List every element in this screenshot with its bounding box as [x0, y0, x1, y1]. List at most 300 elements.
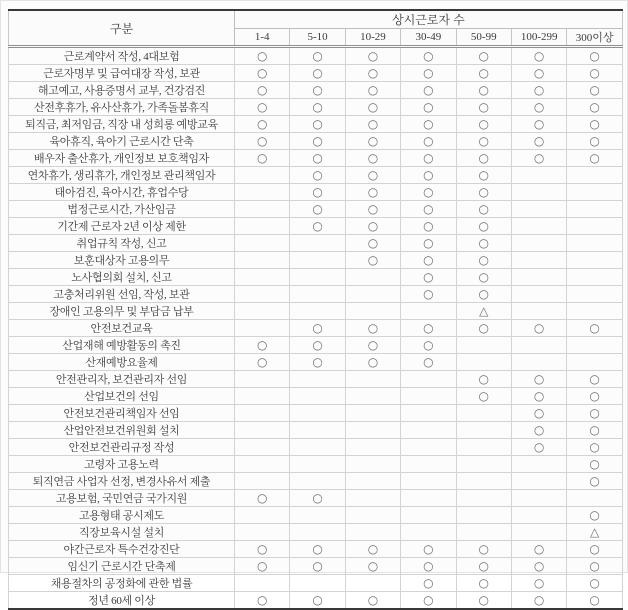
mark-cell: [290, 371, 345, 388]
mark-cell: ○: [511, 422, 566, 439]
row-label: 산재예방요율제: [9, 354, 235, 371]
mark-cell: ○: [290, 541, 345, 558]
mark-cell: ○: [235, 490, 290, 507]
mark-cell: ○: [567, 133, 622, 150]
table-row: [9, 456, 623, 473]
mark-cell: ○: [401, 150, 456, 167]
table-row: [9, 150, 623, 167]
row-label: 퇴직금, 최저임금, 직장 내 성희롱 예방교육: [9, 116, 235, 133]
mark-cell: [511, 201, 566, 218]
mark-cell: [567, 218, 622, 235]
mark-cell: [235, 218, 290, 235]
mark-cell: △: [456, 303, 511, 320]
mark-cell: [511, 269, 566, 286]
row-label: 보훈대상자 고용의무: [9, 252, 235, 269]
mark-cell: [290, 575, 345, 592]
mark-cell: [290, 422, 345, 439]
mark-cell: ○: [567, 116, 622, 133]
mark-cell: [456, 439, 511, 456]
mark-cell: [235, 235, 290, 252]
mark-cell: ○: [567, 65, 622, 82]
mark-cell: [235, 388, 290, 405]
mark-cell: ○: [567, 439, 622, 456]
mark-cell: ○: [456, 150, 511, 167]
mark-cell: ○: [511, 82, 566, 99]
row-label: 고용형태 공시제도: [9, 507, 235, 524]
mark-cell: ○: [401, 184, 456, 201]
mark-cell: [511, 235, 566, 252]
mark-cell: ○: [345, 47, 400, 65]
table-row: [9, 388, 623, 405]
mark-cell: ○: [345, 116, 400, 133]
mark-cell: ○: [235, 82, 290, 99]
mark-cell: [401, 422, 456, 439]
mark-cell: ○: [345, 201, 400, 218]
mark-cell: ○: [345, 592, 400, 610]
mark-cell: [235, 405, 290, 422]
mark-cell: ○: [567, 541, 622, 558]
mark-cell: [345, 439, 400, 456]
mark-cell: [456, 337, 511, 354]
mark-cell: [511, 337, 566, 354]
mark-cell: [401, 439, 456, 456]
mark-cell: [235, 167, 290, 184]
mark-cell: [567, 184, 622, 201]
mark-cell: ○: [567, 99, 622, 116]
mark-cell: ○: [456, 116, 511, 133]
row-label: 육아휴직, 육아기 근로시간 단축: [9, 133, 235, 150]
mark-cell: [345, 473, 400, 490]
mark-cell: [235, 575, 290, 592]
header-size-1-4: 1-4: [235, 29, 290, 47]
mark-cell: ○: [290, 116, 345, 133]
mark-cell: ○: [290, 354, 345, 371]
row-label: 안전보건교육: [9, 320, 235, 337]
mark-cell: ○: [511, 541, 566, 558]
row-label: 퇴직연금 사업자 선정, 변경사유서 제출: [9, 473, 235, 490]
mark-cell: ○: [567, 575, 622, 592]
mark-cell: ○: [456, 541, 511, 558]
mark-cell: ○: [511, 592, 566, 610]
row-label: 장애인 고용의무 및 부담금 납부: [9, 303, 235, 320]
mark-cell: ○: [401, 252, 456, 269]
mark-cell: ○: [345, 218, 400, 235]
table-row: [9, 99, 623, 116]
table-row: [9, 592, 623, 610]
mark-cell: [290, 507, 345, 524]
mark-cell: ○: [290, 82, 345, 99]
table-row: [9, 252, 623, 269]
row-label: 고령자 고용노력: [9, 456, 235, 473]
table-row: [9, 524, 623, 541]
mark-cell: ○: [511, 575, 566, 592]
mark-cell: ○: [511, 133, 566, 150]
row-label: 채용절차의 공정화에 관한 법률: [9, 575, 235, 592]
table-row: [9, 439, 623, 456]
header-size-100-299: 100-299: [511, 29, 566, 47]
mark-cell: ○: [567, 320, 622, 337]
mark-cell: [345, 269, 400, 286]
mark-cell: ○: [456, 269, 511, 286]
mark-cell: △: [567, 524, 622, 541]
mark-cell: [511, 354, 566, 371]
mark-cell: ○: [401, 235, 456, 252]
mark-cell: ○: [401, 47, 456, 65]
mark-cell: [235, 439, 290, 456]
mark-cell: [290, 456, 345, 473]
mark-cell: ○: [456, 388, 511, 405]
mark-cell: ○: [401, 133, 456, 150]
table-row: [9, 354, 623, 371]
mark-cell: ○: [401, 82, 456, 99]
mark-cell: ○: [567, 422, 622, 439]
table-body: [9, 47, 623, 610]
mark-cell: ○: [345, 184, 400, 201]
mark-cell: [290, 439, 345, 456]
mark-cell: ○: [290, 184, 345, 201]
mark-cell: [567, 354, 622, 371]
row-label: 고충처리위원 선임, 작성, 보관: [9, 286, 235, 303]
table-row: [9, 320, 623, 337]
table-row: [9, 337, 623, 354]
table-row: [9, 473, 623, 490]
mark-cell: ○: [511, 116, 566, 133]
mark-cell: [567, 252, 622, 269]
mark-cell: ○: [290, 99, 345, 116]
table-row: [9, 269, 623, 286]
table-row: [9, 116, 623, 133]
mark-cell: [290, 303, 345, 320]
table-row: [9, 507, 623, 524]
row-label: 안전보건관리규정 작성: [9, 439, 235, 456]
mark-cell: [567, 269, 622, 286]
row-label: 임신기 근로시간 단축제: [9, 558, 235, 575]
mark-cell: [345, 388, 400, 405]
row-label: 안전관리자, 보건관리자 선임: [9, 371, 235, 388]
table-row: [9, 167, 623, 184]
mark-cell: ○: [290, 47, 345, 65]
row-label: 노사협의회 설치, 신고: [9, 269, 235, 286]
mark-cell: ○: [567, 473, 622, 490]
mark-cell: ○: [290, 201, 345, 218]
table-row: [9, 65, 623, 82]
mark-cell: ○: [345, 541, 400, 558]
mark-cell: ○: [401, 65, 456, 82]
mark-cell: [345, 303, 400, 320]
mark-cell: ○: [567, 558, 622, 575]
mark-cell: [511, 303, 566, 320]
header-category: 구분: [9, 10, 235, 47]
mark-cell: ○: [235, 558, 290, 575]
header-worker-count-group: 상시근로자 수: [235, 10, 623, 29]
mark-cell: [235, 422, 290, 439]
row-label: 정년 60세 이상: [9, 592, 235, 610]
mark-cell: ○: [567, 82, 622, 99]
mark-cell: ○: [567, 371, 622, 388]
mark-cell: [456, 473, 511, 490]
mark-cell: [567, 167, 622, 184]
mark-cell: ○: [456, 252, 511, 269]
table-row: [9, 422, 623, 439]
mark-cell: [345, 456, 400, 473]
mark-cell: ○: [235, 150, 290, 167]
mark-cell: [567, 286, 622, 303]
table-row: [9, 47, 623, 65]
mark-cell: ○: [290, 167, 345, 184]
mark-cell: [567, 235, 622, 252]
mark-cell: ○: [345, 82, 400, 99]
mark-cell: [345, 405, 400, 422]
table-row: [9, 558, 623, 575]
mark-cell: [345, 490, 400, 507]
mark-cell: ○: [290, 218, 345, 235]
header-size-300plus: 300이상: [567, 29, 622, 47]
mark-cell: ○: [235, 116, 290, 133]
mark-cell: ○: [456, 99, 511, 116]
mark-cell: [456, 354, 511, 371]
mark-cell: [345, 371, 400, 388]
mark-cell: ○: [456, 320, 511, 337]
row-label: 연차휴가, 생리휴가, 개인정보 관리책임자: [9, 167, 235, 184]
mark-cell: [235, 286, 290, 303]
mark-cell: ○: [290, 150, 345, 167]
table-row: [9, 303, 623, 320]
mark-cell: [567, 490, 622, 507]
mark-cell: ○: [456, 167, 511, 184]
mark-cell: ○: [401, 116, 456, 133]
header-size-10-29: 10-29: [345, 29, 400, 47]
mark-cell: ○: [401, 592, 456, 610]
mark-cell: [290, 252, 345, 269]
table-row: [9, 575, 623, 592]
row-label: 산전후휴가, 유사산휴가, 가족돌봄휴직: [9, 99, 235, 116]
mark-cell: ○: [401, 201, 456, 218]
table-row: [9, 371, 623, 388]
mark-cell: [456, 490, 511, 507]
mark-cell: ○: [235, 133, 290, 150]
mark-cell: [401, 524, 456, 541]
mark-cell: ○: [456, 286, 511, 303]
mark-cell: [456, 507, 511, 524]
row-label: 야간근로자 특수건강진단: [9, 541, 235, 558]
mark-cell: [235, 269, 290, 286]
mark-cell: ○: [401, 167, 456, 184]
mark-cell: ○: [290, 337, 345, 354]
mark-cell: ○: [290, 592, 345, 610]
mark-cell: [511, 167, 566, 184]
mark-cell: [401, 405, 456, 422]
mark-cell: ○: [290, 65, 345, 82]
mark-cell: [345, 524, 400, 541]
mark-cell: [235, 507, 290, 524]
mark-cell: ○: [567, 405, 622, 422]
mark-cell: [345, 286, 400, 303]
table-row: [9, 235, 623, 252]
mark-cell: ○: [456, 133, 511, 150]
mark-cell: ○: [290, 490, 345, 507]
mark-cell: [511, 456, 566, 473]
mark-cell: [401, 490, 456, 507]
mark-cell: ○: [345, 252, 400, 269]
row-label: 산업재해 예방활동의 촉진: [9, 337, 235, 354]
mark-cell: [511, 524, 566, 541]
mark-cell: ○: [345, 558, 400, 575]
mark-cell: ○: [401, 320, 456, 337]
mark-cell: [456, 422, 511, 439]
mark-cell: [511, 507, 566, 524]
mark-cell: ○: [401, 286, 456, 303]
mark-cell: ○: [345, 354, 400, 371]
mark-cell: ○: [567, 47, 622, 65]
row-label: 산업안전보건위원회 설치: [9, 422, 235, 439]
mark-cell: ○: [290, 133, 345, 150]
mark-cell: [290, 269, 345, 286]
mark-cell: ○: [235, 47, 290, 65]
mark-cell: ○: [511, 47, 566, 65]
row-label: 취업규칙 작성, 신고: [9, 235, 235, 252]
mark-cell: ○: [511, 558, 566, 575]
row-label: 안전보건관리책임자 선임: [9, 405, 235, 422]
table-row: [9, 490, 623, 507]
mark-cell: ○: [567, 592, 622, 610]
mark-cell: [235, 184, 290, 201]
mark-cell: ○: [511, 320, 566, 337]
mark-cell: ○: [456, 82, 511, 99]
mark-cell: ○: [401, 541, 456, 558]
table-row: [9, 184, 623, 201]
mark-cell: ○: [235, 541, 290, 558]
mark-cell: [235, 456, 290, 473]
mark-cell: [511, 218, 566, 235]
mark-cell: ○: [401, 269, 456, 286]
mark-cell: ○: [511, 371, 566, 388]
mark-cell: ○: [345, 167, 400, 184]
mark-cell: ○: [456, 575, 511, 592]
mark-cell: ○: [456, 592, 511, 610]
mark-cell: [511, 286, 566, 303]
mark-cell: [290, 235, 345, 252]
mark-cell: ○: [235, 65, 290, 82]
mark-cell: [511, 252, 566, 269]
mark-cell: [235, 303, 290, 320]
mark-cell: ○: [456, 235, 511, 252]
mark-cell: ○: [567, 456, 622, 473]
mark-cell: ○: [345, 133, 400, 150]
header-size-5-10: 5-10: [290, 29, 345, 47]
mark-cell: [401, 507, 456, 524]
table-row: [9, 405, 623, 422]
mark-cell: [290, 388, 345, 405]
mark-cell: [567, 337, 622, 354]
table-row: [9, 541, 623, 558]
mark-cell: [567, 201, 622, 218]
row-label: 배우자 출산휴가, 개인정보 보호책임자: [9, 150, 235, 167]
mark-cell: ○: [345, 337, 400, 354]
table-row: [9, 286, 623, 303]
mark-cell: ○: [456, 558, 511, 575]
mark-cell: ○: [401, 558, 456, 575]
mark-cell: [345, 575, 400, 592]
mark-cell: ○: [511, 388, 566, 405]
mark-cell: ○: [511, 65, 566, 82]
mark-cell: [511, 490, 566, 507]
mark-cell: [401, 473, 456, 490]
mark-cell: ○: [401, 337, 456, 354]
mark-cell: [567, 303, 622, 320]
mark-cell: [345, 422, 400, 439]
mark-cell: ○: [456, 371, 511, 388]
mark-cell: [511, 473, 566, 490]
mark-cell: [235, 252, 290, 269]
row-label: 기간제 근로자 2년 이상 제한: [9, 218, 235, 235]
mark-cell: [401, 388, 456, 405]
mark-cell: ○: [235, 354, 290, 371]
table-row: [9, 82, 623, 99]
mark-cell: ○: [401, 218, 456, 235]
mark-cell: [290, 286, 345, 303]
mark-cell: ○: [567, 150, 622, 167]
table-row: [9, 201, 623, 218]
mark-cell: ○: [456, 201, 511, 218]
row-label: 법정근로시간, 가산임금: [9, 201, 235, 218]
mark-cell: ○: [290, 320, 345, 337]
mark-cell: [290, 405, 345, 422]
header-size-50-99: 50-99: [456, 29, 511, 47]
mark-cell: [235, 524, 290, 541]
mark-cell: [345, 507, 400, 524]
mark-cell: [401, 456, 456, 473]
mark-cell: ○: [235, 99, 290, 116]
mark-cell: [401, 303, 456, 320]
mark-cell: ○: [511, 150, 566, 167]
mark-cell: ○: [345, 99, 400, 116]
table-header: [9, 10, 623, 47]
mark-cell: ○: [235, 592, 290, 610]
row-label: 산업보건의 선임: [9, 388, 235, 405]
row-label: 직장보육시설 설치: [9, 524, 235, 541]
mark-cell: ○: [401, 354, 456, 371]
row-label: 태아검진, 육아시간, 휴업수당: [9, 184, 235, 201]
row-label: 고용보험, 국민연금 국가지원: [9, 490, 235, 507]
mark-cell: ○: [345, 320, 400, 337]
mark-cell: ○: [511, 439, 566, 456]
table-row: [9, 218, 623, 235]
mark-cell: ○: [401, 575, 456, 592]
mark-cell: [235, 201, 290, 218]
mark-cell: ○: [456, 65, 511, 82]
table-row: [9, 133, 623, 150]
mark-cell: [456, 524, 511, 541]
mark-cell: [401, 371, 456, 388]
mark-cell: ○: [401, 99, 456, 116]
row-label: 근로자명부 및 급여대장 작성, 보관: [9, 65, 235, 82]
mark-cell: ○: [456, 184, 511, 201]
mark-cell: [235, 473, 290, 490]
mark-cell: ○: [345, 235, 400, 252]
mark-cell: ○: [345, 65, 400, 82]
mark-cell: ○: [456, 47, 511, 65]
regulation-table: [8, 9, 623, 610]
mark-cell: [290, 473, 345, 490]
mark-cell: ○: [456, 218, 511, 235]
mark-cell: ○: [567, 507, 622, 524]
mark-cell: ○: [290, 558, 345, 575]
header-size-30-49: 30-49: [401, 29, 456, 47]
row-label: 근로계약서 작성, 4대보험: [9, 47, 235, 65]
mark-cell: ○: [235, 337, 290, 354]
mark-cell: [290, 524, 345, 541]
mark-cell: ○: [511, 99, 566, 116]
